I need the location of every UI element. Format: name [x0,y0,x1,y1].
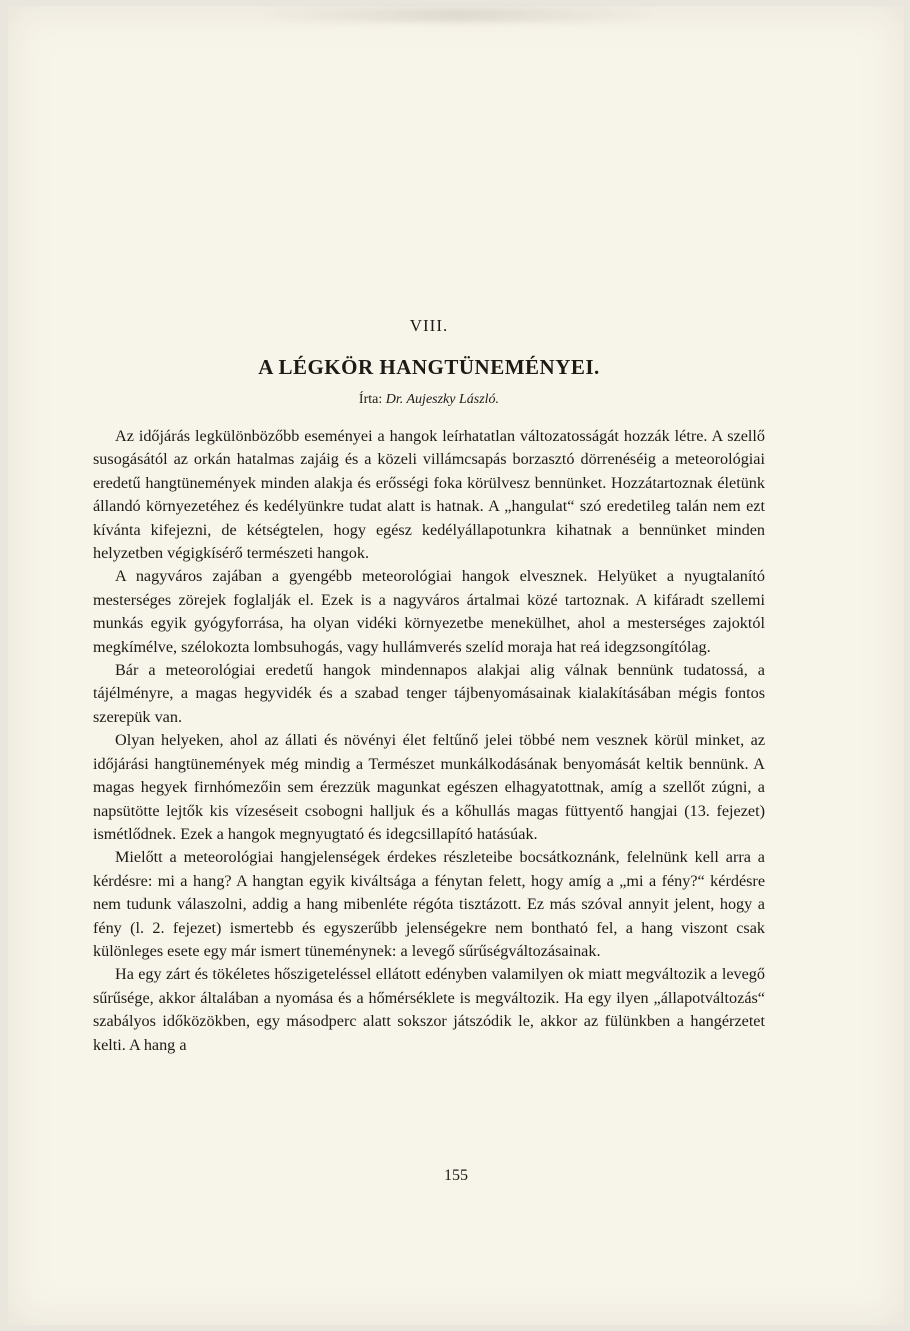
byline-prefix: Írta: [358,392,386,407]
author-name: Dr. Aujeszky László. [385,392,500,407]
byline [93,392,765,408]
paragraph: A nagyváros zajában a gyengébb meteorológiai hangok elvesznek. Helyüket a nyugtalanító mesterséges zörejek foglalják el. Ezek is a nagyváros ártalmai közé tartoznak. A kifáradt szellemi munkás egyik gyógyforrása, ha olyan vidéki környezetbe menekülhet, ahol a mesterséges zajoktól megkímélve, szélokozta lombsuhogás, vagy hullámverés szelíd moraja hat reá idegzsongítólag. [93,567,765,656]
chapter-title: A LÉGKÖR HANGTÜNEMÉNYEI. [258,355,600,379]
book-page [8,6,904,1325]
paragraph: Bár a meteorológiai eredetű hangok mindennapos alakjai alig válnak bennünk tudatossá, a tájélményre, a magas hegyvidék és a szabad tenger tájbenyomásainak kialakításában mégis fontos szerepük van. [93,661,765,726]
chapter-content [93,316,765,1057]
chapter-number: VIII. [409,316,449,335]
paragraph: Mielőtt a meteorológiai hangjelenségek érdekes részleteibe bocsátkoznánk, felelnünk kell arra a kérdésre: mi a hang? A hangtan egyik kiváltsága a fénytan felett, hogy amíg a „mi a fény?“ kérdésre nem tudunk válaszolni, addig a hang mibenléte régóta tisztázott. Ez más szóval annyit jelent, hogy a fény (l. 2. fejezet) ismertebb és egyszerűbb jelenségekre nem bontható fel, a hang viszont csak különleges esete egy már ismert tüneménynek: a levegő sűrűségváltozásainak. [93,848,765,960]
paragraph: Olyan helyeken, ahol az állati és növényi élet feltűnő jelei többé nem vesznek körül minket, az időjárási hangtünemények még mindig a Természet munkálkodásának benyomását keltik bennünk. A magas hegyek firnhómezőin sem érezzük magunkat egészen elhagyatottnak, amíg a szellőt zúgni, a napsütötte lejtők kis vízeséseit csobogni halljuk és a kőhullás magas füttyentő hangjai (13. fejezet) ismétlődnek. Ezek a hangok megnyugtató és idegcsillapító hatásúak. [93,731,765,843]
bleed-through-shadow [258,8,658,22]
paragraph: Az időjárás legkülönbözőbb eseményei a hangok leírhatatlan változatosságát hozzák létre. A szellő susogásától az orkán hatalmas zajáig és a közeli villámcsapás borzasztó dörrenéséig a meteorológiai eredetű hangtünemények minden alakja és erősségi foka körülvesz bennünket. Hozzátartoznak életünk állandó környezetéhez és kedélyünkre tudat alatt is hatnak. A „hangulat“ szó eredetileg talán nem ezt kívánta kifejezni, de kétségtelen, hogy egész kedélyállapotunkra kihatnak a bennünket minden helyzetben végigkísérő természeti hangok. [93,427,765,563]
paragraph: Ha egy zárt és tökéletes hőszigeteléssel ellátott edényben valamilyen ok miatt megváltozik a levegő sűrűsége, akkor általában a nyomása és a hőmérséklete is megváltozik. Ha egy ilyen „állapotváltozás“ szabályos időközökben, egy másodperc alatt sokszor játszódik le, akkor az fülünkben a hangérzetet kelti. A hang a [93,965,765,1054]
page-number: 155 [444,1167,468,1184]
